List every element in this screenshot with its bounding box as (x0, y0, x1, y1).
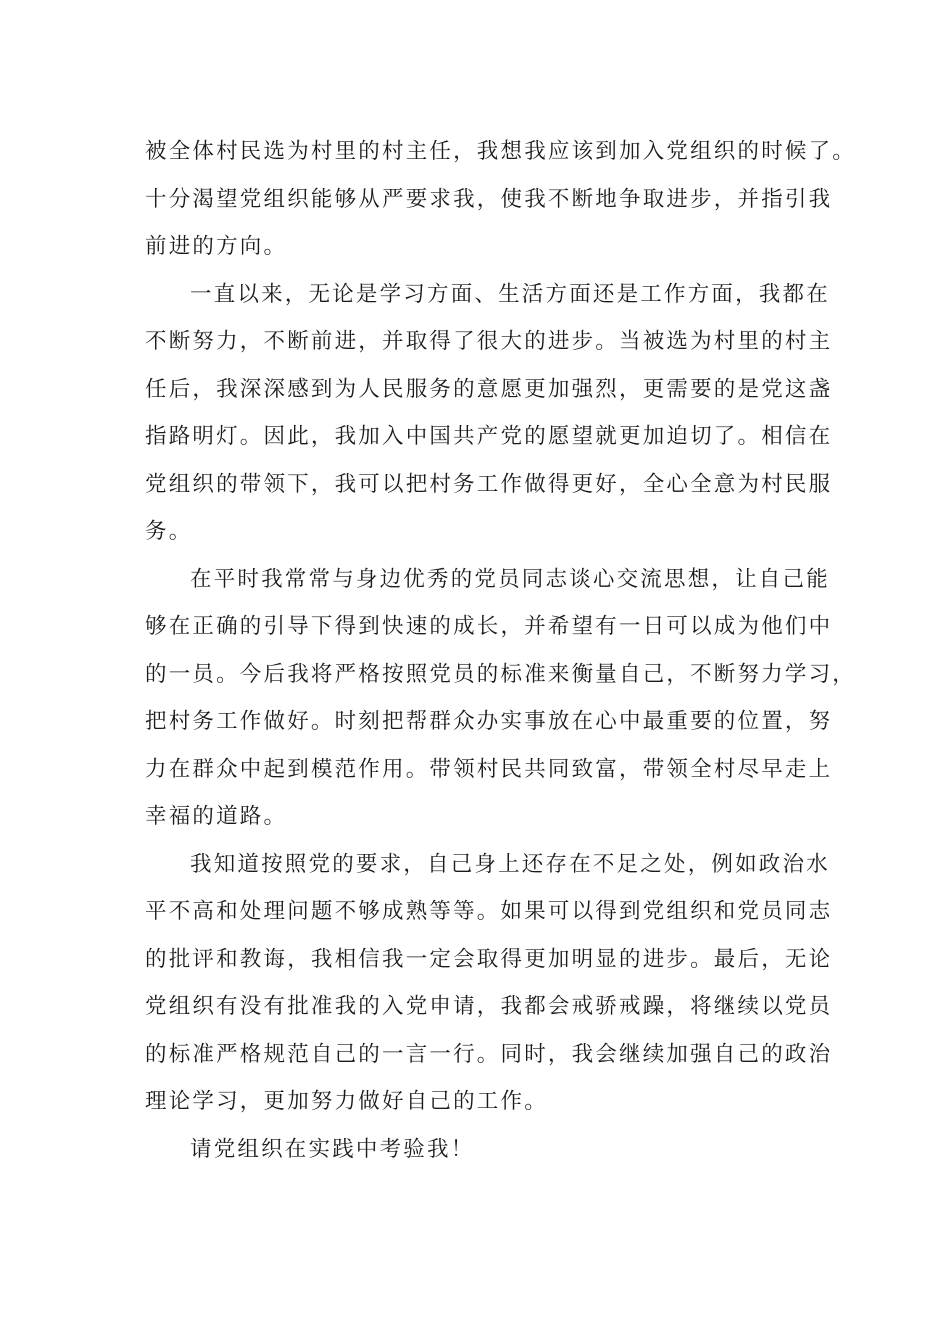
paragraph-4-line-4: 党组织有没有批准我的入党申请，我都会戒骄戒躁，将继续以党员 (145, 994, 833, 1019)
paragraph-3-line-1: 在平时我常常与身边优秀的党员同志谈心交流思想，让自己能 (190, 566, 830, 592)
paragraph-3-line-4: 把村务工作做好。时刻把帮群众办实事放在心中最重要的位置，努 (145, 709, 833, 734)
paragraph-4-line-5: 的标准严格规范自己的一言一行。同时，我会继续加强自己的政治 (145, 1041, 833, 1067)
paragraph-2-line-3: 任后，我深深感到为人民服务的意愿更加强烈，更需要的是党这盏 (145, 376, 833, 402)
paragraph-2-line-2: 不断努力，不断前进，并取得了很大的进步。当被选为村里的村主 (145, 329, 833, 354)
paragraph-3-line-5: 力在群众中起到模范作用。带领村民共同致富，带领全村尽早走上 (145, 756, 833, 782)
paragraph-1-line-3: 前进的方向。 (145, 234, 288, 259)
paragraph-4-line-3: 的批评和教诲，我相信我一定会取得更加明显的进步。最后，无论 (145, 946, 833, 972)
paragraph-4-line-6: 理论学习，更加努力做好自己的工作。 (145, 1089, 548, 1114)
paragraph-4-line-1: 我知道按照党的要求，自己身上还存在不足之处，例如政治水 (190, 851, 830, 877)
paragraph-3-line-6: 幸福的道路。 (145, 804, 288, 829)
paragraph-2-line-4: 指路明灯。因此，我加入中国共产党的愿望就更加迫切了。相信在 (145, 424, 833, 449)
paragraph-5-line-1: 请党组织在实践中考验我！ (190, 1136, 475, 1162)
paragraph-2-line-5: 党组织的带领下，我可以把村务工作做得更好，全心全意为村民服 (145, 471, 833, 497)
paragraph-1-line-2: 十分渴望党组织能够从严要求我，使我不断地争取进步，并指引我 (145, 186, 833, 212)
paragraph-1-line-1: 被全体村民选为村里的村主任，我想我应该到加入党组织的时候了。 (145, 139, 857, 164)
paragraph-2-line-1: 一直以来，无论是学习方面、生活方面还是工作方面，我都在 (190, 281, 830, 307)
paragraph-4-line-2: 平不高和处理问题不够成熟等等。如果可以得到党组织和党员同志 (145, 899, 833, 924)
paragraph-3-line-2: 够在正确的引导下得到快速的成长，并希望有一日可以成为他们中 (145, 614, 833, 639)
paragraph-2-line-6: 务。 (145, 519, 193, 544)
document-body (145, 128, 857, 1173)
paragraph-3-line-3: 的一员。今后我将严格按照党员的标准来衡量自己，不断努力学习， (145, 661, 857, 687)
